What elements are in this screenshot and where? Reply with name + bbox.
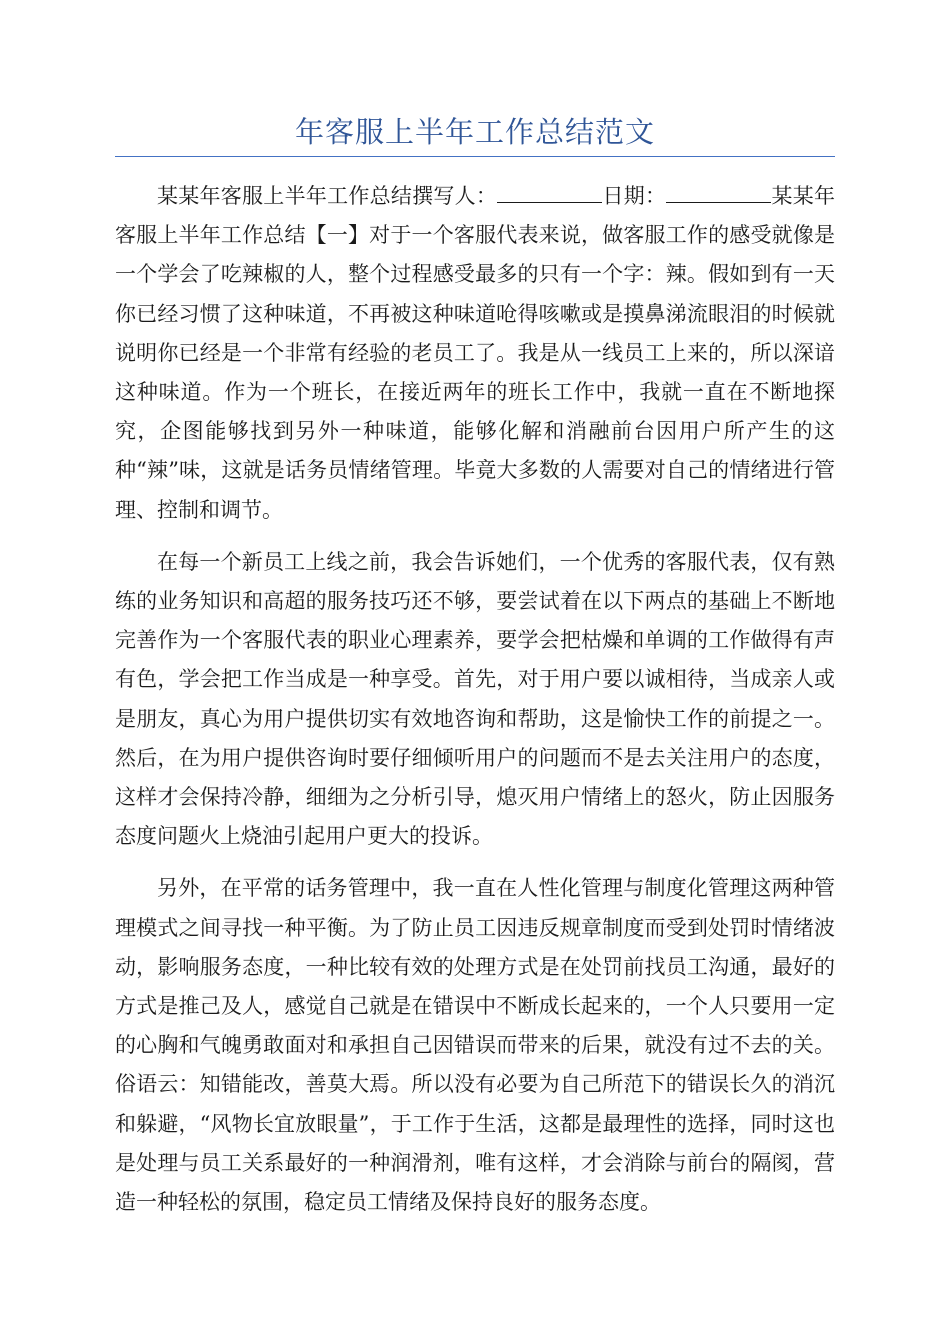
author-blank [497,182,602,203]
paragraph-1 [115,177,835,530]
author-label: 某某年客服上半年工作总结撰写人： [157,184,498,208]
paragraph-1-text: 某某年客服上半年工作总结【一】对于一个客服代表来说，做客服工作的感受就像是一个学会了吃辣椒的人，整个过程感受最多的只有一个字：辣。假如到有一天你已经习惯了这种味道，不再被这种味道呛得咳嗽或是摸鼻涕流眼泪的时候就说明你已经是一个非常有经验的老员工了。我是从一线员工上来的，所以深谙这种味道。作为一个班长，在接近两年的班长工作中，我就一直在不断地探究，企图能够找到另外一种味道，能够化解和消融前台因用户所产生的这种“辣”味，这就是话务员情绪管理。毕竟大多数的人需要对自己的情绪进行管理、控制和调节。 [115,184,836,522]
date-label: 日期： [602,184,667,208]
paragraph-2: 在每一个新员工上线之前，我会告诉她们，一个优秀的客服代表，仅有熟练的业务知识和高超的服务技巧还不够，要尝试着在以下两点的基础上不断地完善作为一个客服代表的职业心理素养，要学会把枯燥和单调的工作做得有声有色，学会把工作当成是一种享受。首先，对于用户要以诚相待，当成亲人或是朋友，真心为用户提供切实有效地咨询和帮助，这是愉快工作的前提之一。然后，在为用户提供咨询时要仔细倾听用户的问题而不是去关注用户的态度，这样才会保持冷静，细细为之分析引导，熄灭用户情绪上的怒火，防止因服务态度问题火上烧油引起用户更大的投诉。 [115,549,835,849]
document-page [115,0,835,1235]
paragraph-3: 另外，在平常的话务管理中，我一直在人性化管理与制度化管理这两种管理模式之间寻找一种平衡。为了防止员工因违反规章制度而受到处罚时情绪波动，影响服务态度，一种比较有效的处理方式是在处罚前找员工沟通，最好的方式是推己及人，感觉自己就是在错误中不断成长起来的，一个人只要用一定的心胸和气魄勇敢面对和承担自己因错误而带来的后果，就没有过不去的关。俗语云：知错能改，善莫大焉。所以没有必要为自己所范下的错误长久的消沉和躲避，“风物长宜放眼量”，于工作于生活，这都是最理性的选择，同时这也是处理与员工关系最好的一种润滑剂，唯有这样，才会消除与前台的隔阂，营造一种轻松的氛围，稳定员工情绪及保持良好的服务态度。 [115,876,835,1215]
document-body [115,177,835,1222]
document-title: 年客服上半年工作总结范文 [294,115,655,149]
title-underline [115,156,835,157]
date-blank [666,182,771,203]
